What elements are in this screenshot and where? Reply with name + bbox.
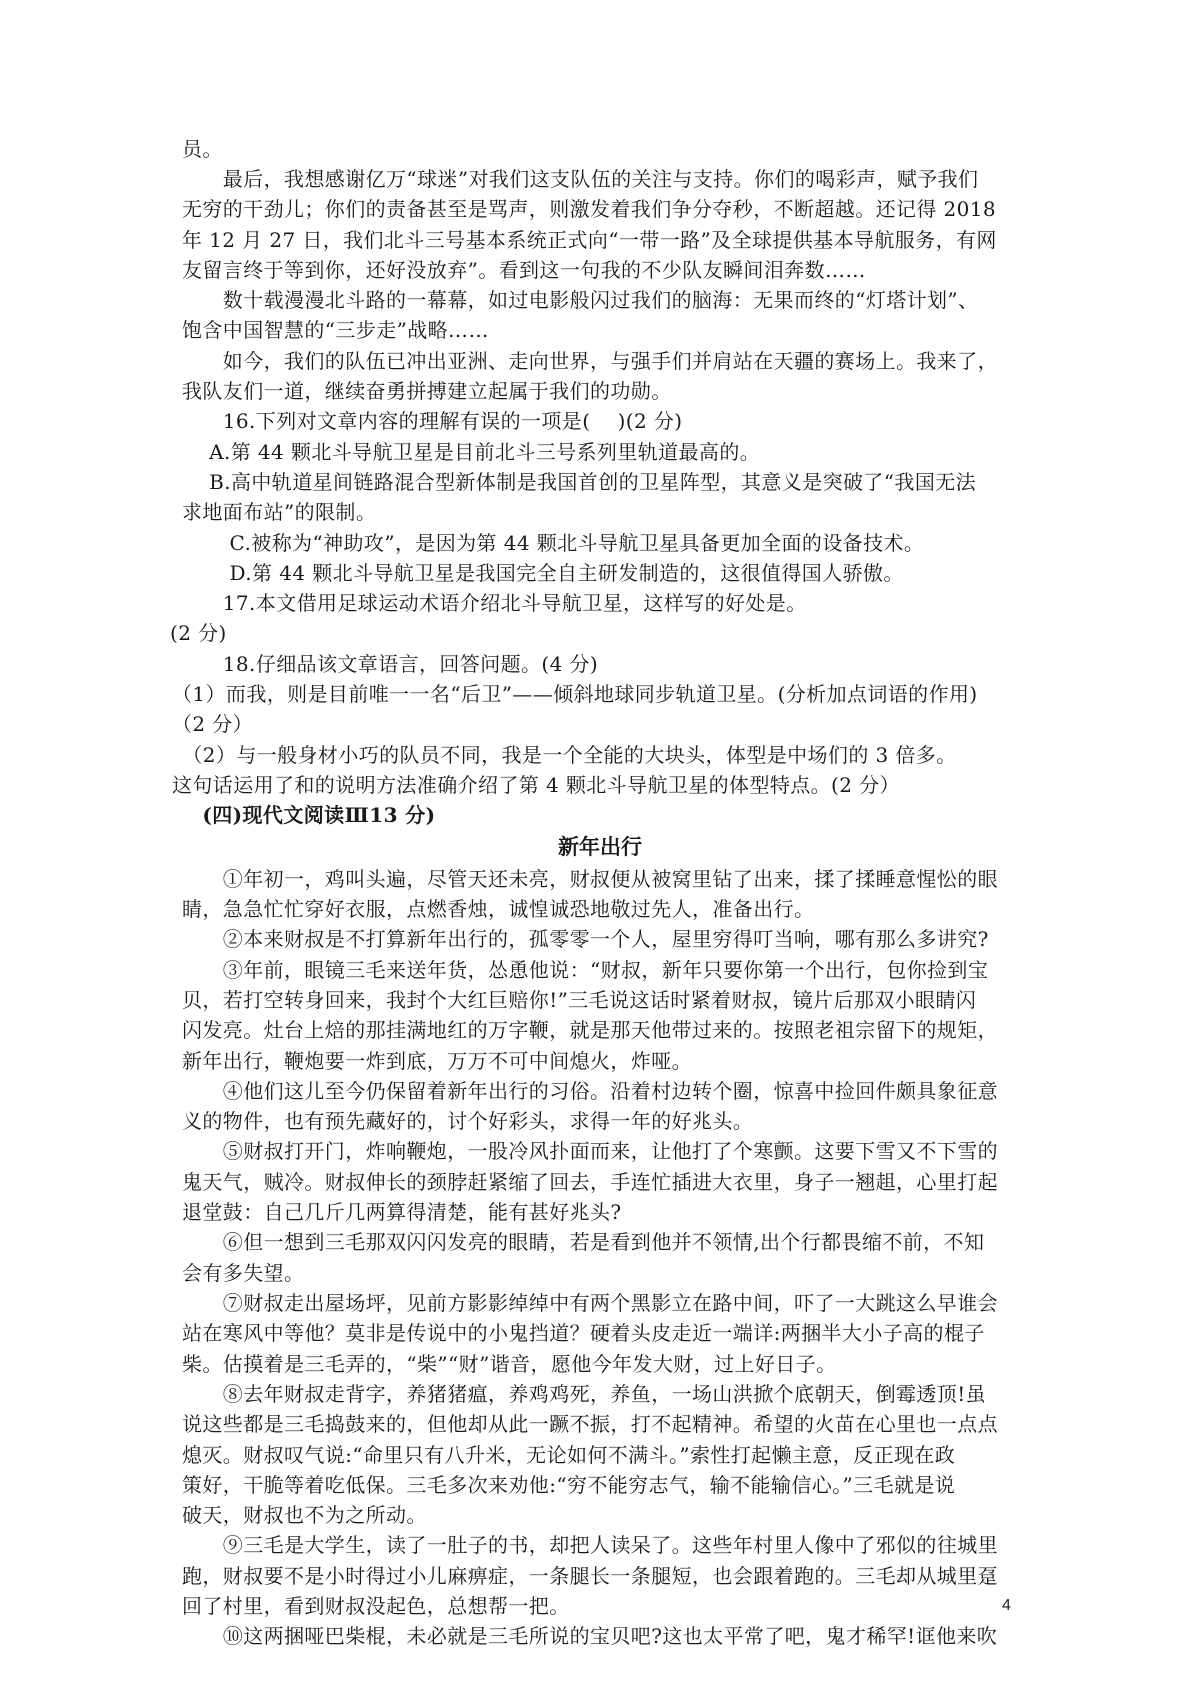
text-line: 饱含中国智慧的“三步走”战略…… — [182, 318, 489, 342]
paragraph-line: ⑨三毛是大学生，读了一肚子的书，却把人读呆了。这些年村里人像中了邪似的往城里 — [182, 1533, 998, 1557]
paragraph-line: ②本来财叔是不打算新年出行的，孤零零一个人，屋里穷得叮当响，哪有那么多讲究? — [182, 927, 989, 951]
text-line: 求地面布站”的限制。 — [182, 500, 377, 524]
article-title: 新年出行 — [558, 834, 642, 859]
paragraph-line: 睛，急急忙忙穿好衣服，点燃香烛，诚惶诚恐地敬过先人，准备出行。 — [182, 897, 815, 921]
text-line: 年 12 月 27 日，我们北斗三号基本系统正式向“一带一路”及全球提供基本导航服务，有网 — [182, 228, 997, 252]
text-line: 员。 — [182, 137, 223, 161]
paragraph-line: ①年初一，鸡叫头遍，尽管天还未亮，财叔便从被窝里钻了出来，揉了揉睡意惺忪的眼 — [182, 867, 998, 891]
text-line: 友留言终于等到你，还好没放弃”。看到这一句我的不少队友瞬间泪奔数…… — [182, 258, 866, 282]
option-a: A.第 44 颗北斗导航卫星是目前北斗三号系列里轨道最高的。 — [182, 440, 761, 464]
paragraph-line: 义的物件，也有预先藏好的，讨个好彩头，求得一年的好兆头。 — [182, 1109, 754, 1133]
paragraph-line: 柴。估摸着是三毛弄的，“柴”“财”谐音，愿他今年发大财，过上好日子。 — [182, 1352, 837, 1376]
paragraph-line: 回了村里，看到财叔没起色，总想帮一把。 — [182, 1594, 570, 1618]
paragraph-line: ③年前，眼镜三毛来送年货，怂恿他说：“财叔，新年只要你第一个出行，包你捡到宝 — [182, 958, 989, 982]
question-16: 16.下列对文章内容的理解有误的一项是( )(2 分) — [182, 409, 683, 433]
paragraph-line: 鬼天气，贼冷。财叔伸长的颈脖赶紧缩了回去，手连忙插进大衣里，身子一翘趄，心里打起 — [182, 1170, 998, 1194]
option-d: D.第 44 颗北斗导航卫星是我国完全自主研发制造的，这很值得国人骄傲。 — [182, 561, 904, 585]
text-line: 这句话运用了和的说明方法准确介绍了第 4 颗北斗导航卫星的体型特点。(2 分） — [172, 773, 900, 797]
paragraph-line: 破天，财叔也不为之所动。 — [182, 1503, 427, 1527]
paragraph-line: ④他们这儿至今仍保留着新年出行的习俗。沿着村边转个圈，惊喜中捡回件颇具象征意 — [182, 1079, 998, 1103]
section-heading: (四)现代文阅读Ⅲ13 分) — [182, 803, 436, 827]
text-line: 数十载漫漫北斗路的一幕幕，如过电影般闪过我们的脑海：无果而终的“灯塔计划”、 — [182, 288, 979, 312]
paragraph-line: 说这些都是三毛捣鼓来的，但他却从此一蹶不振，打不起精神。希望的火苗在心里也一点点 — [182, 1412, 998, 1436]
paragraph-line: 站在寒风中等他？莫非是传说中的小鬼挡道？硬着头皮走近一端详:两捆半大小子高的棍子 — [182, 1321, 985, 1345]
paragraph-line: ⑧去年财叔走背字，养猪猪瘟，养鸡鸡死，养鱼，一场山洪掀个底朝天，倒霉透顶!虽 — [182, 1382, 987, 1406]
paragraph-line: 跑，财叔要不是小时得过小儿麻痹症，一条腿长一条腿短，也会跟着跑的。三毛却从城里趸 — [182, 1564, 998, 1588]
text-line: 最后，我想感谢亿万“球迷”对我们这支队伍的关注与支持。你们的喝彩声，赋予我们 — [182, 167, 979, 191]
paragraph-line: 熄灭。财叔叹气说:“命里只有八升米，无论如何不满斗。”索性打起懒主意，反正现在政 — [182, 1443, 956, 1467]
score-note: （2 分） — [172, 712, 254, 736]
paragraph-line: 退堂鼓：自己几斤几两算得清楚，能有甚好兆头? — [182, 1200, 622, 1224]
paragraph-line: ⑤财叔打开门，炸响鞭炮，一股冷风扑面而来，让他打了个寒颤。这要下雪又不下雪的 — [182, 1139, 998, 1163]
option-c: C.被称为“神助攻”，是因为第 44 颗北斗导航卫星具备更加全面的设备技术。 — [182, 531, 925, 555]
paragraph-line: ⑥但一想到三毛那双闪闪发亮的眼睛，若是看到他并不领情,出个行都畏缩不前，不知 — [182, 1230, 985, 1254]
question-18-part-1: （1）而我，则是目前唯一一名“后卫”——倾斜地球同步轨道卫星。(分析加点词语的作用) — [172, 682, 978, 706]
question-18: 18.仔细品该文章语言，回答问题。(4 分) — [182, 652, 599, 676]
text-line: 如今，我们的队伍已冲出亚洲、走向世界，与强手们并肩站在天疆的赛场上。我来了， — [182, 349, 998, 373]
paragraph-line: 新年出行，鞭炮要一炸到底，万万不可中间熄火，炸哑。 — [182, 1049, 692, 1073]
text-line: 我队友们一道，继续奋勇拼搏建立起属于我们的功勋。 — [182, 379, 672, 403]
question-18-part-2: （2）与一般身材小巧的队员不同，我是一个全能的大块头，体型是中场们的 3 倍多。 — [172, 743, 957, 767]
paragraph-line: 策好，干脆等着吃低保。三毛多次来劝他:“穷不能穷志气，输不能输信心。”三毛就是说 — [182, 1473, 956, 1497]
page-number: 4 — [1002, 1597, 1011, 1614]
paragraph-line: 闪发亮。灶台上焙的那挂满地红的万字鞭，就是那天他带过来的。按照老祖宗留下的规矩， — [182, 1018, 998, 1042]
paragraph-line: ⑦财叔走出屋场坪，见前方影影绰绰中有两个黑影立在路中间，吓了一大跳这么早谁会 — [182, 1291, 998, 1315]
paragraph-line: ⑩这两捆哑巴柴棍，未必就是三毛所说的宝贝吧?这也太平常了吧，鬼才稀罕!诓他来吹 — [182, 1624, 998, 1648]
paragraph-line: 会有多失望。 — [182, 1261, 305, 1285]
paragraph-line: 贝，若打空转身回来，我封个大红巨赔你!”三毛说这话时紧着财叔，镜片后那双小眼睛闪 — [182, 988, 977, 1012]
question-17: 17.本文借用足球运动术语介绍北斗导航卫星，这样写的好处是。 — [182, 591, 807, 615]
score-note: (2 分) — [170, 621, 227, 645]
text-line: 无穷的干劲儿；你们的责备甚至是骂声，则激发着我们争分夺秒，不断超越。还记得 2018 — [182, 197, 997, 221]
option-b: B.高中轨道星间链路混合型新体制是我国首创的卫星阵型，其意义是突破了“我国无法 — [182, 470, 977, 494]
